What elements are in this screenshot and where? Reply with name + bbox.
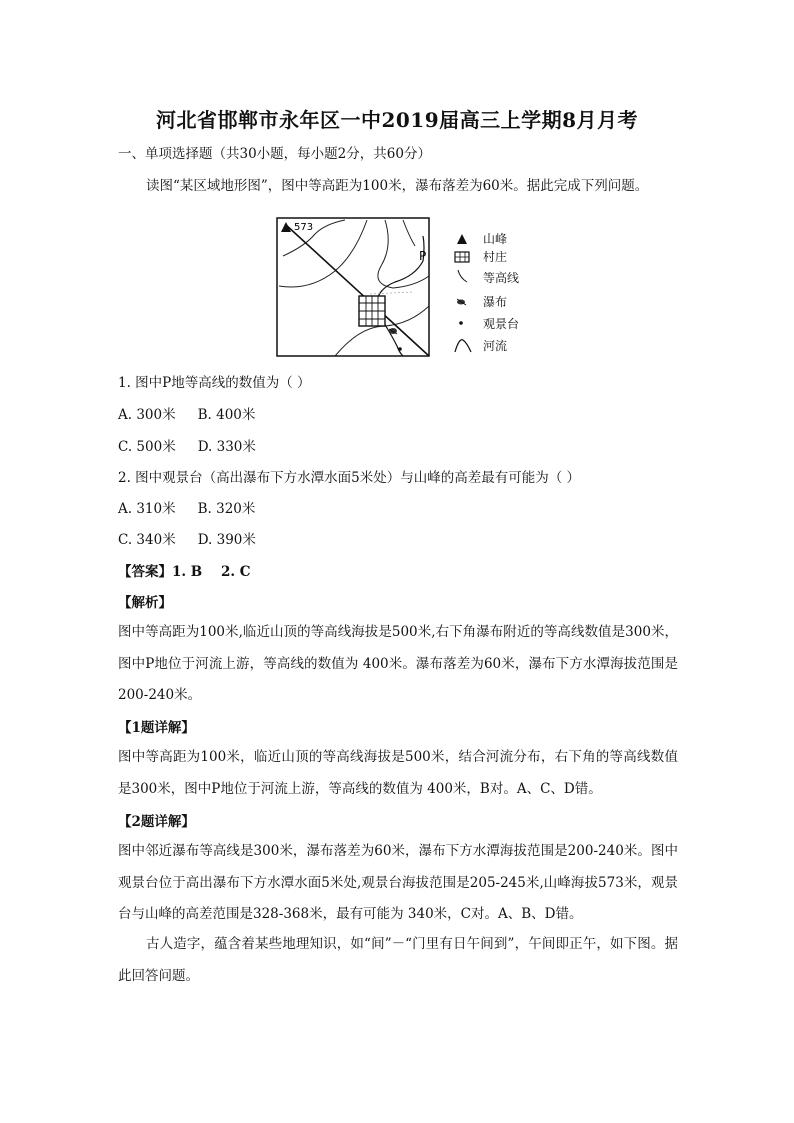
legend-contour-line-icon xyxy=(458,270,467,282)
question-2-stem: 2. 图中观景台（高出瀑布下方水潭水面5米处）与山峰的高差最有可能为（ ） xyxy=(118,470,581,486)
legend-waterfall-icon xyxy=(457,299,466,305)
answer-line: 【答案】1. B 2. C xyxy=(118,564,251,580)
legend-label-viewpoint: 观景台 xyxy=(483,317,520,331)
analysis-heading: 【解析】 xyxy=(118,595,172,611)
map-point-p: P xyxy=(419,249,427,263)
peak-elevation: 573 xyxy=(294,222,314,233)
question-1-options-row-2 xyxy=(118,437,678,457)
legend-label-river: 河流 xyxy=(483,339,508,353)
legend-label-village: 村庄 xyxy=(483,250,508,264)
terrain-map xyxy=(275,216,535,362)
next-section-intro: 古人造字，蕴含着某些地理知识，如“间”－“门里有日午间到”，午间即正午，如下图。据此回答问题。 xyxy=(118,936,678,984)
question-1-options-row-1 xyxy=(118,405,678,425)
question-2-option-a[interactable]: A. 310米 xyxy=(118,501,176,517)
waterfall-icon xyxy=(389,328,397,334)
viewpoint-icon xyxy=(398,347,402,351)
question-2-options-row-1 xyxy=(118,499,678,519)
question-1-stem: 1. 图中P地等高线的数值为（ ） xyxy=(118,375,311,391)
legend-mountain-peak-icon xyxy=(457,234,467,244)
question-2-option-b[interactable]: B. 320米 xyxy=(197,501,256,517)
village-icon xyxy=(359,296,385,326)
legend-label-waterfall: 瀑布 xyxy=(483,295,508,309)
legend-label-peak: 山峰 xyxy=(483,232,508,246)
question-2-option-c[interactable]: C. 340米 xyxy=(118,532,176,548)
question-1-option-c[interactable]: C. 500米 xyxy=(118,439,176,455)
legend-viewpoint-icon xyxy=(459,321,463,325)
section-heading: 一、单项选择题（共30小题，每小题2分，共60分） xyxy=(118,146,431,162)
question-2-option-d[interactable]: D. 390米 xyxy=(197,532,256,548)
detail-1-text: 图中等高距为100米，临近山顶的等高线海拔是500米，结合河流分布，右下角的等高线数值是300米，图中P地位于河流上游，等高线的数值为 400米，B对。A、C、D错。 xyxy=(118,749,678,797)
reading-intro: 读图“某区域地形图”，图中等高距为100米，瀑布落差为60米。据此完成下列问题。 xyxy=(146,178,649,194)
detail-2-text: 图中邻近瀑布等高线是300米，瀑布落差为60米，瀑布下方水潭海拔范围是200-240米。图中观景台位于高出瀑布下方水潭水面5米处,观景台海拔范围是205-245米,山峰海拔573米，观景台与山峰的高差范围是328-368米，最有可能为 340米，C对。A、B、D错。 xyxy=(118,843,678,922)
analysis-text: 图中等高距为100米,临近山顶的等高线海拔是500米,右下角瀑布附近的等高线数值是300米，图中P地位于河流上游，等高线的数值为 400米。瀑布落差为60米，瀑布下方水潭海拔范围是200-240米。 xyxy=(118,624,678,703)
question-1-option-a[interactable]: A. 300米 xyxy=(118,407,176,423)
legend-label-contour: 等高线 xyxy=(483,271,520,285)
question-1-option-b[interactable]: B. 400米 xyxy=(197,407,256,423)
question-2-options-row-2 xyxy=(118,530,678,550)
legend-village-icon xyxy=(455,252,469,262)
detail-1-heading: 【1题详解】 xyxy=(118,720,195,736)
page-title: 河北省邯郸市永年区一中2019届高三上学期8月月考 xyxy=(155,108,639,132)
map-legend xyxy=(455,232,519,353)
legend-river-icon xyxy=(455,340,471,352)
question-1-option-d[interactable]: D. 330米 xyxy=(197,439,256,455)
detail-2-heading: 【2题详解】 xyxy=(118,814,195,830)
terrain-map-figure xyxy=(275,216,535,362)
